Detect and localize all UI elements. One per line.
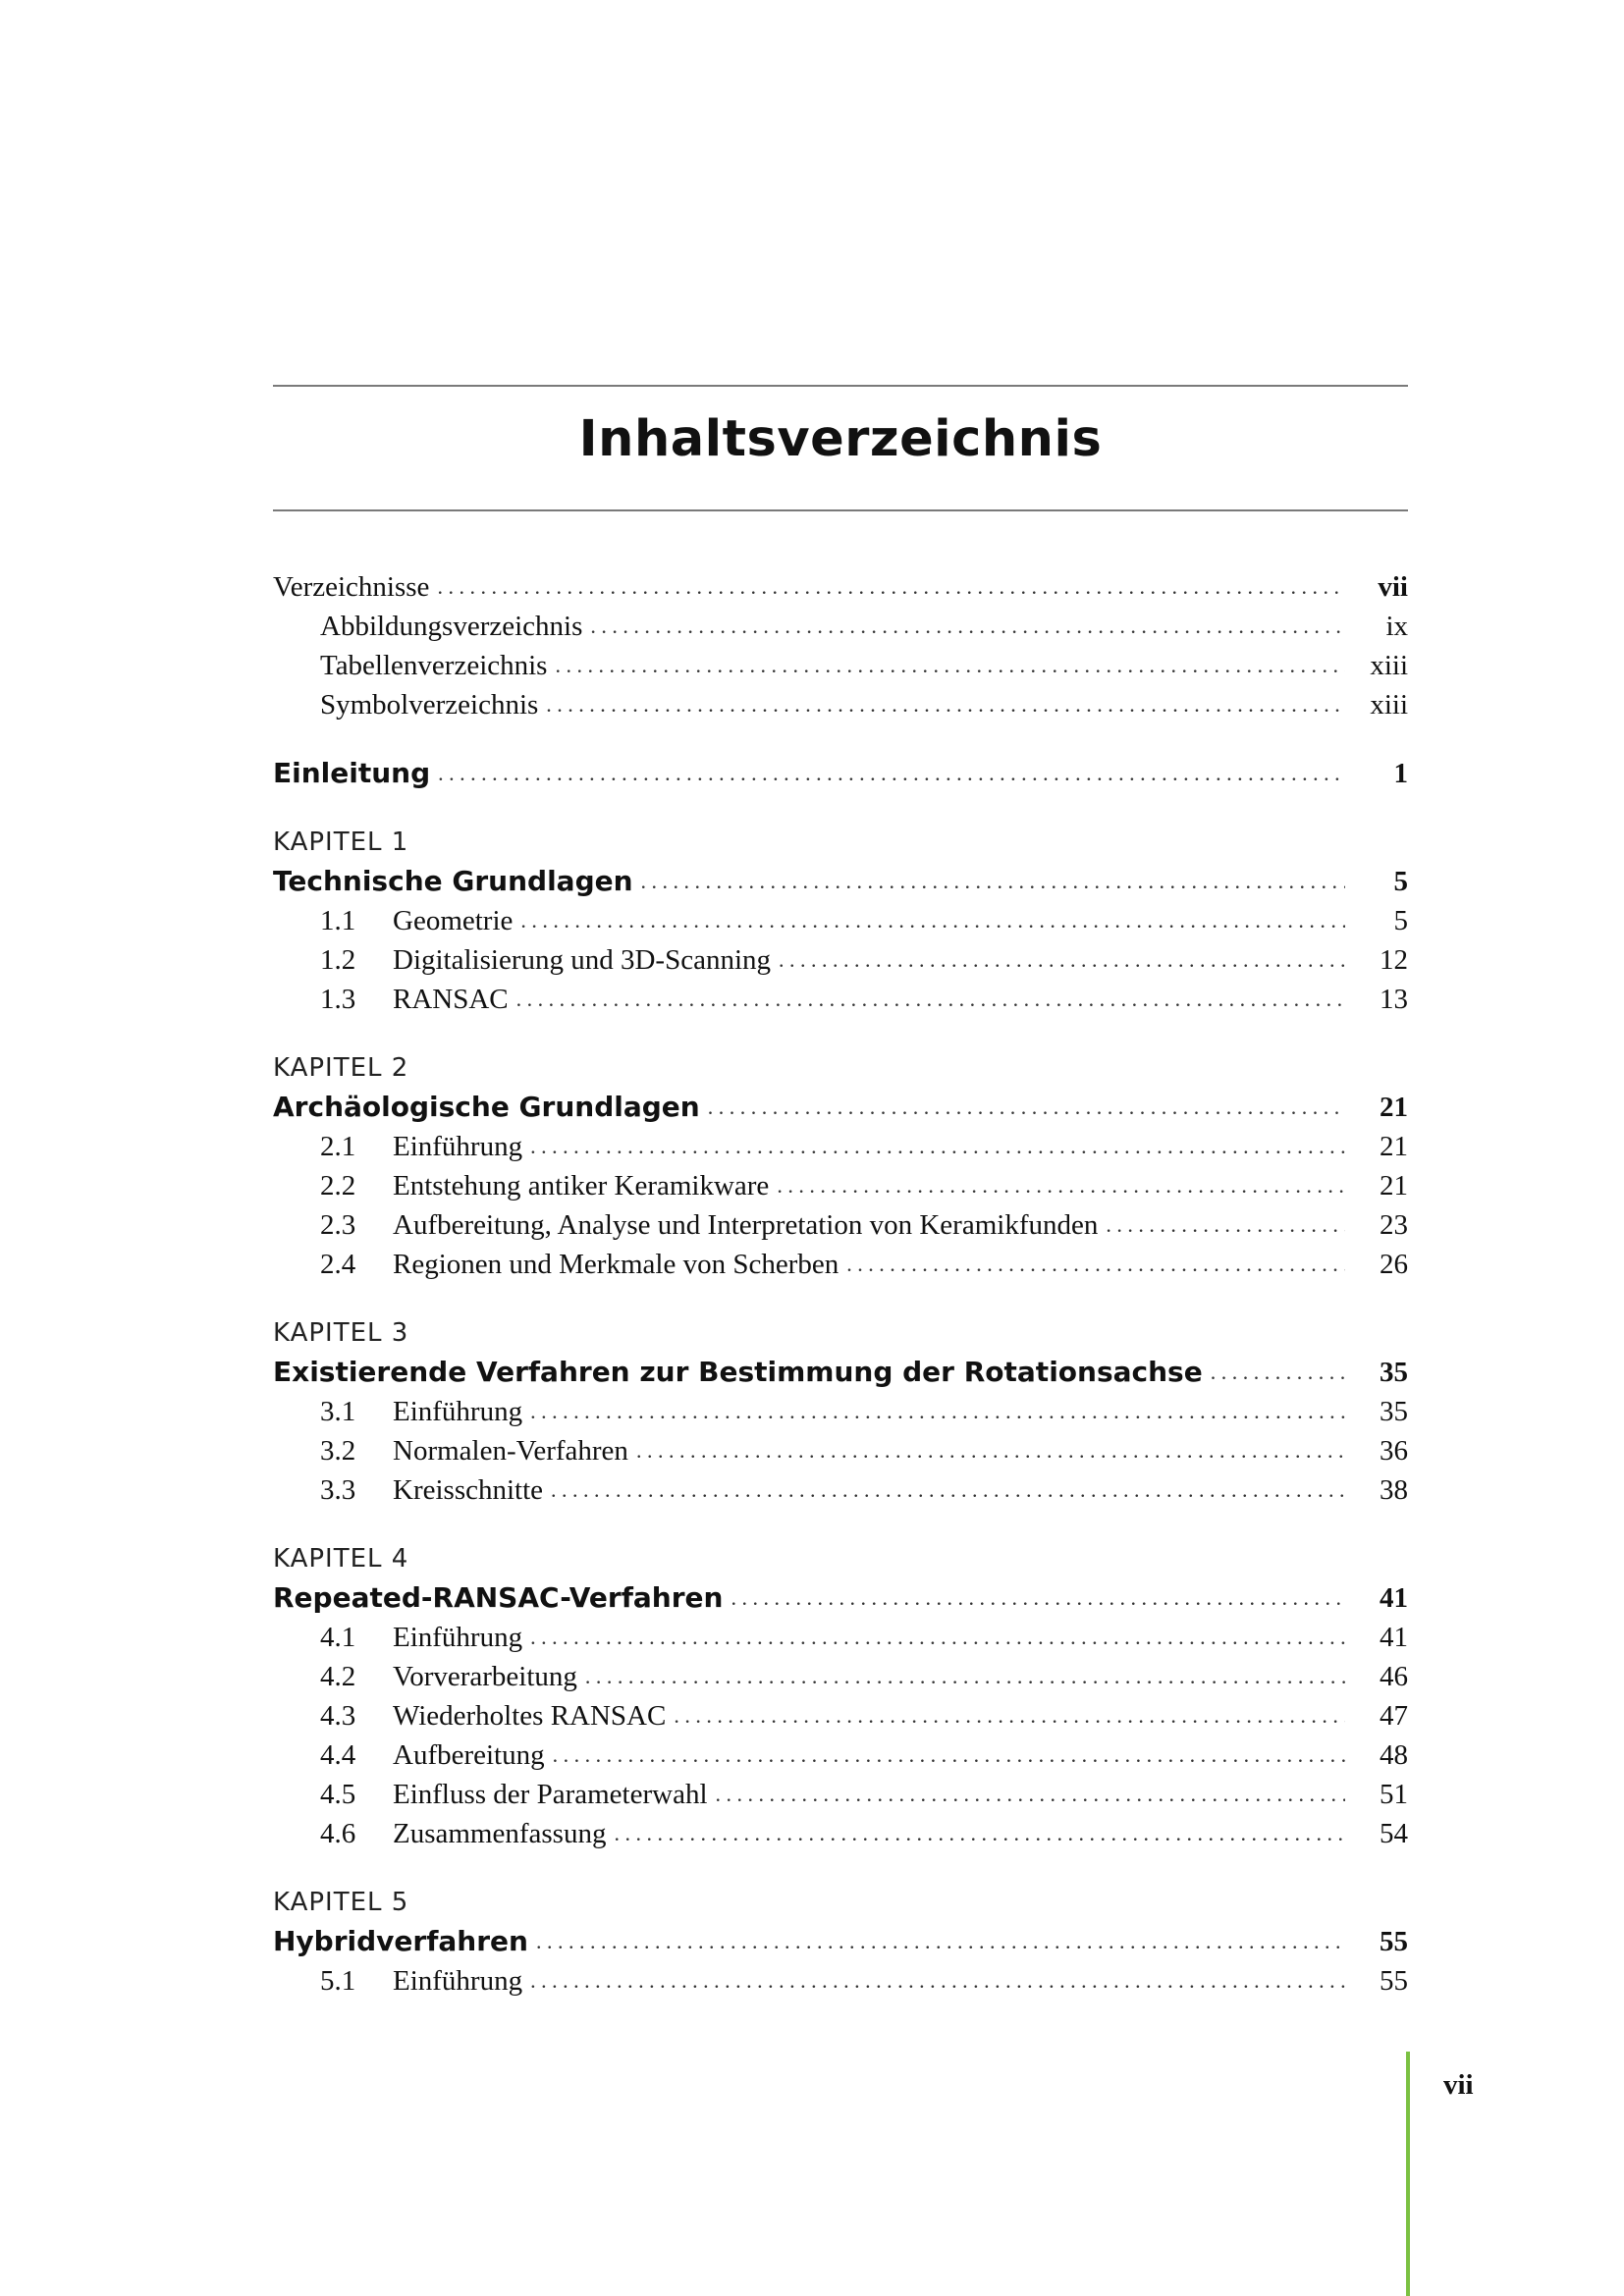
toc-section-entry[interactable] xyxy=(273,1735,1408,1775)
chapter-number: KAPITEL 1 xyxy=(273,828,409,857)
toc-section-entry[interactable] xyxy=(273,1205,1408,1245)
toc-entry-page: 41 xyxy=(1380,1582,1408,1614)
toc-entry-page: vii xyxy=(1378,571,1408,603)
toc-entry-page: 48 xyxy=(1380,1739,1408,1771)
toc-entry-label: Normalen-Verfahren xyxy=(393,1435,628,1467)
toc-entry-label: Wiederholtes RANSAC xyxy=(393,1700,667,1732)
toc-section-number: 1.1 xyxy=(320,905,356,936)
toc-entry-page: 55 xyxy=(1380,1965,1408,1997)
toc-leader-dots xyxy=(585,1657,1345,1696)
toc-leader-dots xyxy=(437,567,1345,607)
toc-entry-page: 21 xyxy=(1380,1170,1408,1201)
toc-entry-page: 51 xyxy=(1380,1779,1408,1810)
toc-entry-page: 26 xyxy=(1380,1249,1408,1280)
toc-entry-verzeichnisse[interactable] xyxy=(273,567,1408,607)
toc-section-entry[interactable] xyxy=(273,1814,1408,1853)
toc-chapter-entry[interactable] xyxy=(273,1578,1408,1618)
toc-section-number: 5.1 xyxy=(320,1965,356,1997)
toc-leader-dots xyxy=(590,607,1345,646)
toc-section-entry[interactable] xyxy=(273,1696,1408,1735)
toc-leader-dots xyxy=(614,1814,1345,1853)
toc-leader-dots xyxy=(674,1696,1345,1735)
toc-leader-dots xyxy=(846,1245,1345,1284)
toc-entry-page: 55 xyxy=(1380,1926,1408,1957)
toc-entry-symbolverzeichnis[interactable] xyxy=(273,685,1408,724)
toc-entry-page: 36 xyxy=(1380,1435,1408,1467)
toc-entry-tabellenverzeichnis[interactable] xyxy=(273,646,1408,685)
chapter-number: KAPITEL 3 xyxy=(273,1318,409,1348)
toc-leader-dots xyxy=(555,646,1345,685)
toc-leader-dots xyxy=(438,754,1345,793)
toc-leader-dots xyxy=(779,940,1345,980)
toc-entry-label: Einführung xyxy=(393,1965,523,1997)
toc-entry-abbildungsverzeichnis[interactable] xyxy=(273,607,1408,646)
toc-section-entry[interactable] xyxy=(273,1775,1408,1814)
toc-leader-dots xyxy=(1211,1353,1345,1392)
toc-entry-label: Aufbereitung, Analyse und Interpretation von Keramikfunden xyxy=(393,1209,1099,1241)
toc-leader-dots xyxy=(530,1961,1345,2001)
toc-entry-label: Einfluss der Parameterwahl xyxy=(393,1779,708,1810)
toc-section-entry[interactable] xyxy=(273,901,1408,940)
toc-entry-label: Geometrie xyxy=(393,905,514,936)
page-title: Inhaltsverzeichnis xyxy=(578,410,1103,468)
toc-section-entry[interactable] xyxy=(273,1431,1408,1470)
toc-entry-label: Verzeichnisse xyxy=(273,571,430,603)
toc-leader-dots xyxy=(530,1392,1345,1431)
toc-section-entry[interactable] xyxy=(273,940,1408,980)
toc-entry-einleitung[interactable] xyxy=(273,754,1408,793)
toc-leader-dots xyxy=(731,1578,1345,1618)
toc-entry-page: 47 xyxy=(1380,1700,1408,1732)
toc-leader-dots xyxy=(536,1922,1345,1961)
toc-section-entry[interactable] xyxy=(273,1470,1408,1510)
toc-chapter-entry[interactable] xyxy=(273,862,1408,901)
toc-section-number: 4.3 xyxy=(320,1700,356,1732)
title-rule-top xyxy=(273,385,1408,387)
toc-chapter-title: Hybridverfahren xyxy=(273,1925,528,1957)
toc-entry-page: 13 xyxy=(1380,984,1408,1015)
toc-section-entry[interactable] xyxy=(273,1961,1408,2001)
toc-section-number: 3.3 xyxy=(320,1474,356,1506)
toc-leader-dots xyxy=(1106,1205,1345,1245)
toc-section-entry[interactable] xyxy=(273,1166,1408,1205)
toc-section-entry[interactable] xyxy=(273,1127,1408,1166)
toc-leader-dots xyxy=(636,1431,1345,1470)
toc-leader-dots xyxy=(708,1088,1345,1127)
toc-entry-page: 23 xyxy=(1380,1209,1408,1241)
toc-section-number: 3.1 xyxy=(320,1396,356,1427)
toc-entry-label: Vorverarbeitung xyxy=(393,1661,577,1692)
toc-entry-page: ix xyxy=(1385,611,1408,642)
toc-entry-page: 5 xyxy=(1393,905,1408,936)
toc-entry-page: 5 xyxy=(1393,866,1408,897)
toc-entry-label: Einleitung xyxy=(273,757,431,789)
toc-chapter-title: Existierende Verfahren zur Bestimmung der Rotationsachse xyxy=(273,1356,1203,1388)
toc-entry-page: xiii xyxy=(1370,689,1408,721)
toc-section-number: 2.2 xyxy=(320,1170,356,1201)
toc-section-number: 4.2 xyxy=(320,1661,356,1692)
toc-entry-label: Kreisschnitte xyxy=(393,1474,544,1506)
toc-entry-label: RANSAC xyxy=(393,984,509,1015)
toc-section-number: 2.1 xyxy=(320,1131,356,1162)
toc-section-entry[interactable] xyxy=(273,1392,1408,1431)
toc-leader-dots xyxy=(551,1470,1345,1510)
toc-chapter-entry[interactable] xyxy=(273,1922,1408,1961)
toc-section-number: 3.2 xyxy=(320,1435,356,1467)
toc-entry-label: Einführung xyxy=(393,1396,523,1427)
toc-entry-label: Einführung xyxy=(393,1131,523,1162)
page-edge-accent-bar xyxy=(1406,2052,1410,2296)
toc-section-entry[interactable] xyxy=(273,1245,1408,1284)
toc-entry-label: Digitalisierung und 3D-Scanning xyxy=(393,944,772,976)
toc-leader-dots xyxy=(520,901,1345,940)
toc-entry-label: Zusammenfassung xyxy=(393,1818,607,1849)
toc-leader-dots xyxy=(516,980,1345,1019)
toc-entry-label: Aufbereitung xyxy=(393,1739,545,1771)
toc-section-number: 4.4 xyxy=(320,1739,356,1771)
title-rule-bottom xyxy=(273,509,1408,511)
toc-leader-dots xyxy=(530,1127,1345,1166)
toc-section-entry[interactable] xyxy=(273,1618,1408,1657)
toc-entry-label: Symbolverzeichnis xyxy=(320,689,539,721)
toc-section-number: 2.4 xyxy=(320,1249,356,1280)
chapter-number: KAPITEL 2 xyxy=(273,1053,409,1083)
toc-entry-label: Regionen und Merkmale von Scherben xyxy=(393,1249,839,1280)
chapter-number: KAPITEL 5 xyxy=(273,1888,409,1917)
toc-entry-page: 41 xyxy=(1380,1622,1408,1653)
toc-leader-dots xyxy=(777,1166,1345,1205)
toc-entry-page: 21 xyxy=(1380,1131,1408,1162)
table-of-contents xyxy=(273,567,1408,2001)
toc-entry-page: 35 xyxy=(1380,1396,1408,1427)
toc-section-entry[interactable] xyxy=(273,1657,1408,1696)
toc-section-number: 1.2 xyxy=(320,944,356,976)
toc-chapter-title: Repeated-RANSAC-Verfahren xyxy=(273,1581,724,1614)
toc-section-number: 4.6 xyxy=(320,1818,356,1849)
toc-section-number: 4.1 xyxy=(320,1622,356,1653)
toc-section-number: 1.3 xyxy=(320,984,356,1015)
toc-entry-label: Tabellenverzeichnis xyxy=(320,650,548,681)
toc-entry-page: 35 xyxy=(1380,1357,1408,1388)
toc-chapter-title: Technische Grundlagen xyxy=(273,865,633,897)
page-number: vii xyxy=(1443,2069,1474,2101)
toc-leader-dots xyxy=(546,685,1345,724)
toc-leader-dots xyxy=(553,1735,1345,1775)
toc-chapter-entry[interactable] xyxy=(273,1088,1408,1127)
toc-chapter-entry[interactable] xyxy=(273,1353,1408,1392)
toc-entry-page: 38 xyxy=(1380,1474,1408,1506)
toc-section-number: 2.3 xyxy=(320,1209,356,1241)
toc-entry-label: Entstehung antiker Keramikware xyxy=(393,1170,770,1201)
toc-entry-page: 54 xyxy=(1380,1818,1408,1849)
toc-leader-dots xyxy=(641,862,1345,901)
toc-entry-page: 46 xyxy=(1380,1661,1408,1692)
toc-leader-dots xyxy=(716,1775,1345,1814)
toc-entry-page: 12 xyxy=(1380,944,1408,976)
toc-entry-page: 1 xyxy=(1393,758,1408,789)
chapter-number: KAPITEL 4 xyxy=(273,1544,409,1574)
toc-entry-label: Einführung xyxy=(393,1622,523,1653)
toc-leader-dots xyxy=(530,1618,1345,1657)
toc-chapter-title: Archäologische Grundlagen xyxy=(273,1091,700,1123)
toc-section-number: 4.5 xyxy=(320,1779,356,1810)
toc-entry-label: Abbildungsverzeichnis xyxy=(320,611,583,642)
toc-entry-page: 21 xyxy=(1380,1092,1408,1123)
toc-section-entry[interactable] xyxy=(273,980,1408,1019)
toc-entry-page: xiii xyxy=(1370,650,1408,681)
